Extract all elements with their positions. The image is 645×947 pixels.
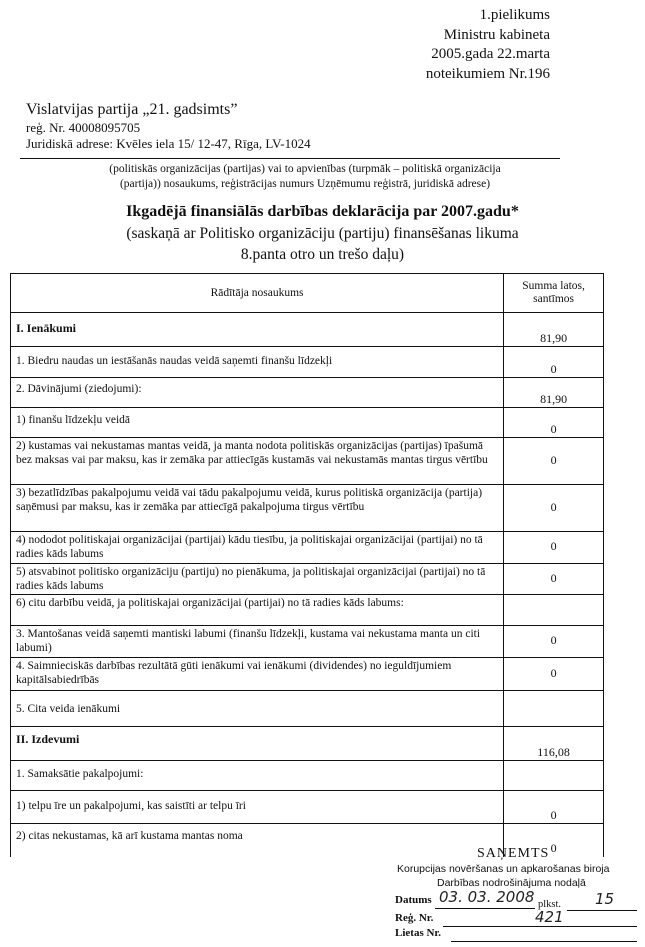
row-label: 4) nododot politiskajai organizācijai (partijai) kādu tiesību, ja politiskajai organizācijai (partijai) no tā radies kāds labums [11, 532, 504, 564]
row-label: 6) citu darbību veidā, ja politiskajai organizācijai (partijai) no tā radies kāds labums: [11, 595, 504, 626]
header-amount-line-2: santīmos [533, 293, 574, 305]
row-label: 4. Saimnieciskās darbības rezultātā gūti ienākumi vai ienākumi (dividendes) no ieguldījumiem kapitālsabiedrībās [11, 658, 504, 691]
row-amount: 0 [504, 438, 604, 485]
stamp-reg-label: Reģ. Nr. [395, 912, 434, 924]
header-amount-line-1: Summa latos, [522, 279, 585, 292]
row-amount: 0 [504, 791, 604, 824]
row-amount [504, 595, 604, 626]
row-amount: 0 [504, 658, 604, 691]
stamp-reg-value: 421 [535, 908, 564, 926]
table-row [11, 408, 604, 438]
organization-block [26, 100, 566, 152]
table-row [11, 658, 604, 691]
row-label: 3. Mantošanas veidā saņemti mantiski labumi (finanšu līdzekļi, kustama vai nekustama manta un citi labumi) [11, 626, 504, 658]
stamp-date-line [435, 908, 535, 909]
row-amount [504, 691, 604, 727]
row-amount: 0 [504, 824, 604, 857]
annex-line-2: Ministru kabineta [443, 26, 550, 43]
row-amount: 81,90 [504, 378, 604, 408]
row-label: I. Ienākumi [11, 313, 504, 347]
annex-reference [426, 6, 550, 84]
document-title: Ikgadējā finansiālās darbības deklarācija par 2007.gadu* [126, 203, 519, 220]
row-label: 2) citas nekustamas, kā arī kustama mantas noma [11, 824, 504, 857]
row-label: 5. Cita veida ienākumi [11, 691, 504, 727]
table-row [11, 532, 604, 564]
organization-caption-line-1: (politiskās organizācijas (partijas) vai to apvienības (turpmāk – politiskā organizācija [109, 163, 501, 175]
table-row [11, 313, 604, 347]
stamp-reg-line [443, 926, 637, 927]
row-amount: 0 [504, 347, 604, 378]
annex-line-4: noteikumiem Nr.196 [425, 65, 550, 82]
stamp-time-line [567, 910, 637, 911]
document-subtitle-2: 8.panta otro un trešo daļu) [240, 246, 405, 263]
row-amount: 0 [504, 564, 604, 595]
declaration-table [10, 273, 604, 857]
table-row [11, 438, 604, 485]
table-row [11, 761, 604, 791]
row-label: 1) telpu īre un pakalpojumi, kas saistīti ar telpu īri [11, 791, 504, 824]
stamp-department: Darbības nodrošinājuma nodaļā [437, 877, 586, 889]
table-row [11, 485, 604, 532]
stamp-time-label: plkst. [538, 899, 562, 910]
row-label: 1. Samaksātie pakalpojumi: [11, 761, 504, 791]
document-subtitle-1: (saskaņā ar Politisko organizāciju (partiju) finansēšanas likuma [126, 225, 519, 242]
header-amount [504, 274, 604, 313]
table-row [11, 347, 604, 378]
row-amount: 0 [504, 485, 604, 532]
stamp-case-label: Lietas Nr. [395, 927, 442, 939]
table-row [11, 791, 604, 824]
organization-reg-number: reģ. Nr. 40008095705 [26, 120, 141, 135]
table-row [11, 727, 604, 761]
stamp-time-value: 15 [595, 890, 615, 908]
row-amount: 81,90 [504, 313, 604, 347]
row-amount: 0 [504, 532, 604, 564]
row-label: 1) finanšu līdzekļu veidā [11, 408, 504, 438]
stamp-date-label: Datums [395, 894, 432, 906]
stamp-date-value: 03. 03. 2008 [439, 888, 535, 906]
stamp-organization: Korupcijas novēršanas un apkarošanas biroja [397, 863, 610, 875]
table-row [11, 378, 604, 408]
row-label: 5) atsvabinot politisko organizāciju (partiju) no pienākuma, ja politiskajai organizācijai (partijai) no tā radies kāds labums [11, 564, 504, 595]
stamp-title: SAŅEMTS [477, 846, 550, 861]
row-amount: 0 [504, 408, 604, 438]
table-row [11, 691, 604, 727]
organization-divider [20, 158, 560, 159]
organization-caption-line-2: (partija)) nosaukums, reģistrācijas numurs Uzņēmumu reģistrā, juridiskā adrese) [119, 177, 491, 190]
table-header-row [11, 274, 604, 313]
organization-caption [40, 162, 570, 191]
row-amount: 0 [504, 626, 604, 658]
stamp-case-line [451, 941, 637, 942]
annex-line-3: 2005.gada 22.marta [431, 46, 550, 62]
row-amount: 116,08 [504, 727, 604, 761]
row-label: II. Izdevumi [11, 727, 504, 761]
organization-name: Vislatvijas partija „21. gadsimts” [26, 101, 238, 118]
header-indicator-name: Rādītāja nosaukums [11, 274, 504, 313]
organization-address: Juridiskā adrese: Kvēles iela 15/ 12-47, Rīga, LV-1024 [26, 136, 311, 151]
row-label: 1. Biedru naudas un iestāšanās naudas veidā saņemti finanšu līdzekļi [11, 347, 504, 378]
row-label: 3) bezatlīdzības pakalpojumu veidā vai tādu pakalpojumu veidā, kurus politiskā organizācija (partija) saņēmusi par maksu, kas ir zemāka par attiecīgā pakalpojuma tirgus vērtību [11, 485, 504, 532]
table-row [11, 626, 604, 658]
table-row [11, 564, 604, 595]
row-label: 2. Dāvinājumi (ziedojumi): [11, 378, 504, 408]
row-label: 2) kustamas vai nekustamas mantas veidā, ja manta nodota politiskās organizācijas (partijas) īpašumā bez maksas vai par maksu, kas ir zemāka par attiecīgās kustamās vai nekustamās mantas tirgus vērtību [11, 438, 504, 485]
table-row [11, 595, 604, 626]
row-amount [504, 761, 604, 791]
annex-line-1: 1.pielikums [479, 7, 550, 23]
